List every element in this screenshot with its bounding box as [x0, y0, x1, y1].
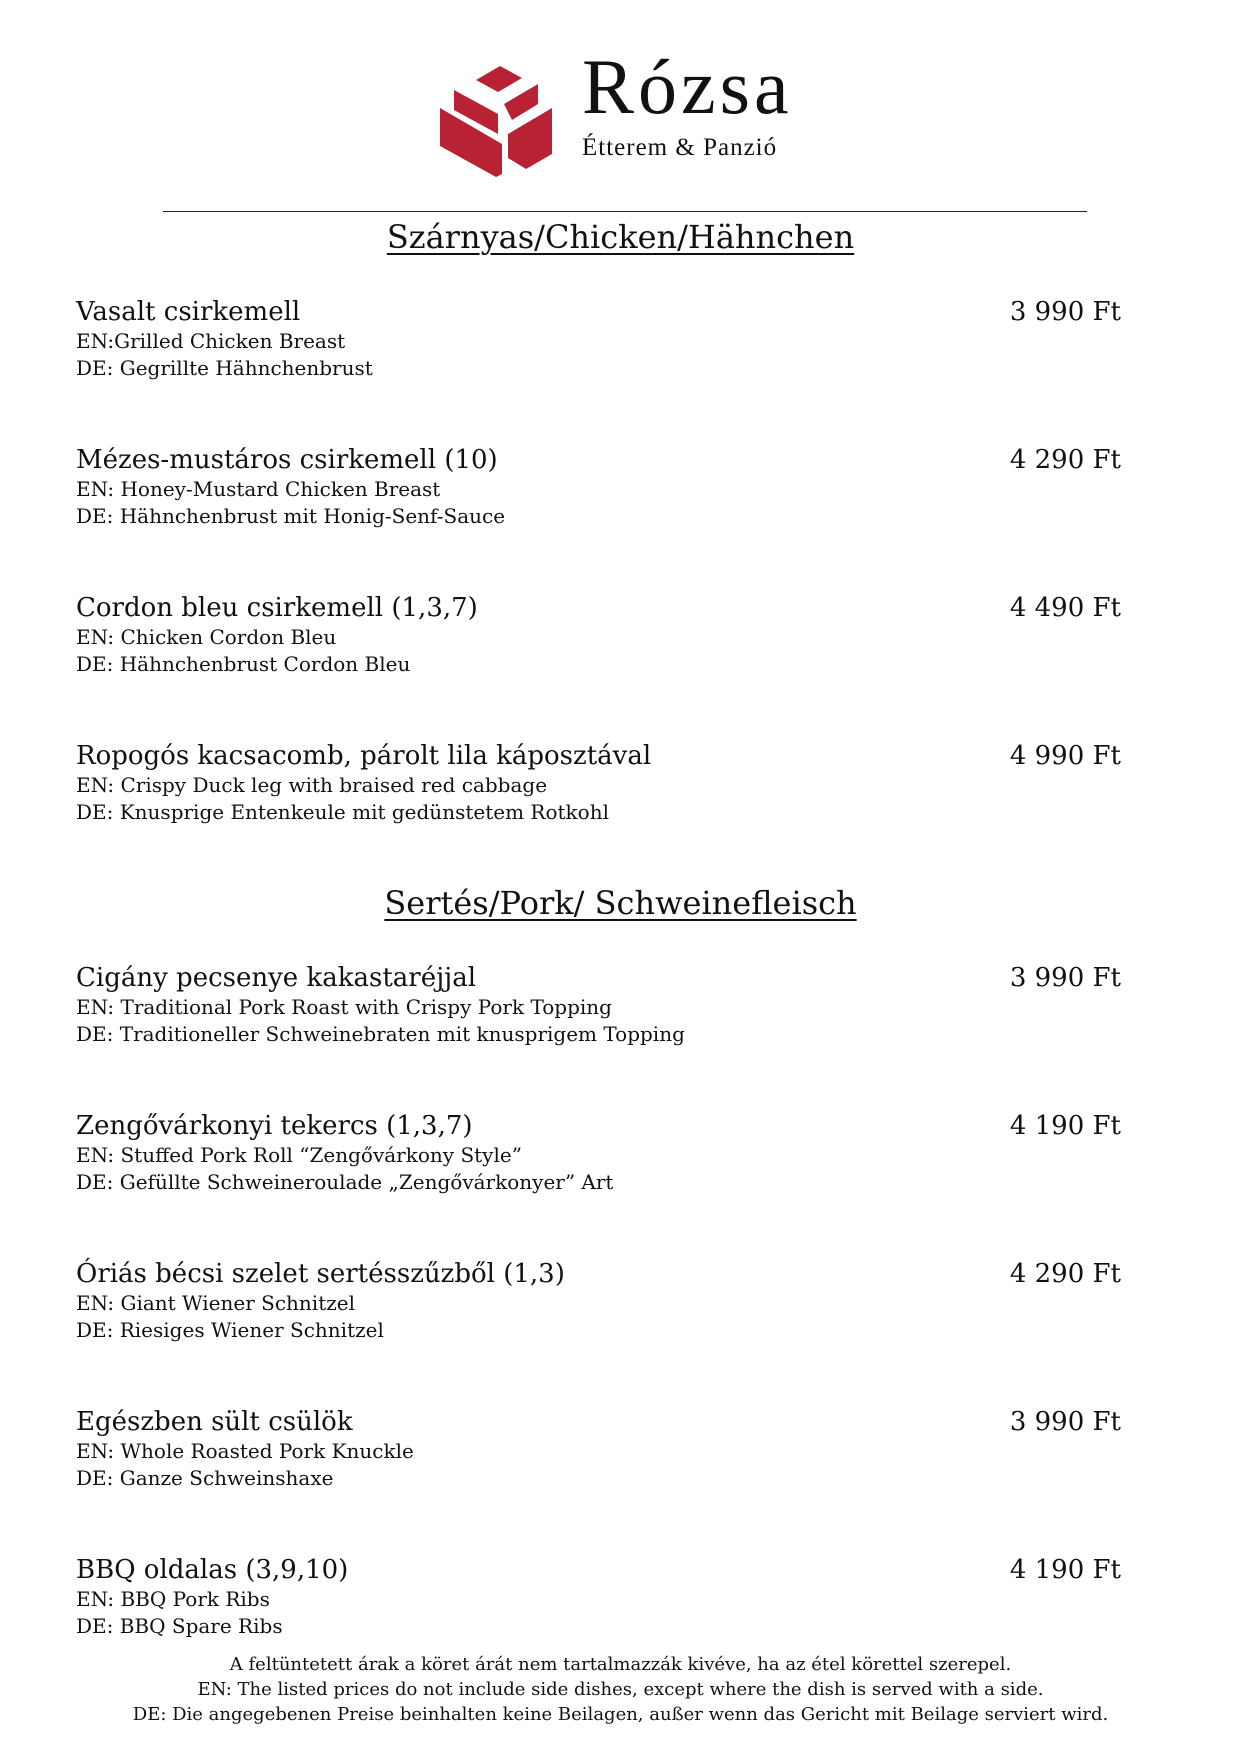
- dish-de: DE: Gefüllte Schweineroulade „Zengővárkonyer” Art: [76, 1170, 614, 1194]
- dish-de: DE: Riesiges Wiener Schnitzel: [76, 1318, 384, 1342]
- menu-item: [76, 444, 1121, 530]
- dish-price: 4 490 Ft: [1009, 593, 1121, 623]
- price-note-de: DE: Die angegebenen Preise beinhalten keine Beilagen, außer wenn das Gericht mit Beilage serviert wird.: [132, 1704, 1109, 1725]
- menu-item: [76, 1406, 1121, 1492]
- dish-price: 4 190 Ft: [1009, 1555, 1121, 1585]
- restaurant-logo: [440, 43, 810, 177]
- dish-name: Cigány pecsenye kakastaréjjal: [76, 963, 477, 993]
- price-note-en: EN: The listed prices do not include side dishes, except where the dish is served with a side.: [197, 1679, 1044, 1700]
- dish-name: Óriás bécsi szelet sertésszűzből (1,3): [76, 1259, 565, 1289]
- dish-de: DE: Ganze Schweinshaxe: [76, 1466, 334, 1490]
- dish-price: 3 990 Ft: [1009, 1407, 1121, 1437]
- dish-en: EN: Giant Wiener Schnitzel: [76, 1291, 355, 1315]
- section-heading-chicken: Szárnyas/Chicken/Hähnchen: [386, 218, 855, 256]
- dish-de: DE: BBQ Spare Ribs: [76, 1614, 283, 1638]
- dish-name: Cordon bleu csirkemell (1,3,7): [76, 593, 478, 623]
- rose-logo-icon: [440, 62, 558, 177]
- dish-price: 3 990 Ft: [1009, 963, 1121, 993]
- menu-item: [76, 740, 1121, 826]
- dish-de: DE: Gegrillte Hähnchenbrust: [76, 356, 373, 380]
- dish-de: DE: Knusprige Entenkeule mit gedünstetem Rotkohl: [76, 800, 609, 824]
- dish-name: Ropogós kacsacomb, párolt lila káposztával: [76, 741, 652, 771]
- dish-en: EN: Honey-Mustard Chicken Breast: [76, 477, 441, 501]
- dish-de: DE: Traditioneller Schweinebraten mit knusprigem Topping: [76, 1022, 685, 1046]
- section-heading-pork: Sertés/Pork/ Schweinefleisch: [384, 884, 857, 922]
- dish-en: EN: Chicken Cordon Bleu: [76, 625, 337, 649]
- menu-item: [76, 1258, 1121, 1344]
- menu-item: [76, 1554, 1121, 1640]
- menu-item: [76, 1110, 1121, 1196]
- dish-en: EN: Stuffed Pork Roll “Zengővárkony Style”: [76, 1143, 522, 1167]
- dish-de: DE: Hähnchenbrust Cordon Bleu: [76, 652, 411, 676]
- brand-name: Rózsa: [582, 43, 793, 130]
- brand-subtitle: Étterem & Panzió: [582, 134, 778, 161]
- dish-price: 4 290 Ft: [1009, 1259, 1121, 1289]
- dish-en: EN:Grilled Chicken Breast: [76, 329, 346, 353]
- dish-en: EN: BBQ Pork Ribs: [76, 1587, 270, 1611]
- dish-price: 4 990 Ft: [1009, 741, 1121, 771]
- dish-price: 4 190 Ft: [1009, 1111, 1121, 1141]
- price-note: [0, 1652, 1241, 1727]
- dish-de: DE: Hähnchenbrust mit Honig-Senf-Sauce: [76, 504, 506, 528]
- dish-price: 4 290 Ft: [1009, 445, 1121, 475]
- dish-name: BBQ oldalas (3,9,10): [76, 1555, 349, 1585]
- dish-en: EN: Crispy Duck leg with braised red cabbage: [76, 773, 548, 797]
- dish-en: EN: Traditional Pork Roast with Crispy Pork Topping: [76, 995, 612, 1019]
- dish-name: Zengővárkonyi tekercs (1,3,7): [76, 1111, 473, 1141]
- price-note-hu: A feltüntetett árak a köret árát nem tartalmazzák kivéve, ha az étel körettel szerepel.: [229, 1654, 1012, 1675]
- menu-item: [76, 592, 1121, 678]
- divider-line: [163, 211, 1087, 212]
- dish-name: Egészben sült csülök: [76, 1407, 353, 1437]
- menu-item: [76, 296, 1121, 382]
- dish-name: Mézes-mustáros csirkemell (10): [76, 445, 498, 475]
- dish-name: Vasalt csirkemell: [76, 297, 301, 327]
- dish-price: 3 990 Ft: [1009, 297, 1121, 327]
- menu-item: [76, 962, 1121, 1048]
- dish-en: EN: Whole Roasted Pork Knuckle: [76, 1439, 414, 1463]
